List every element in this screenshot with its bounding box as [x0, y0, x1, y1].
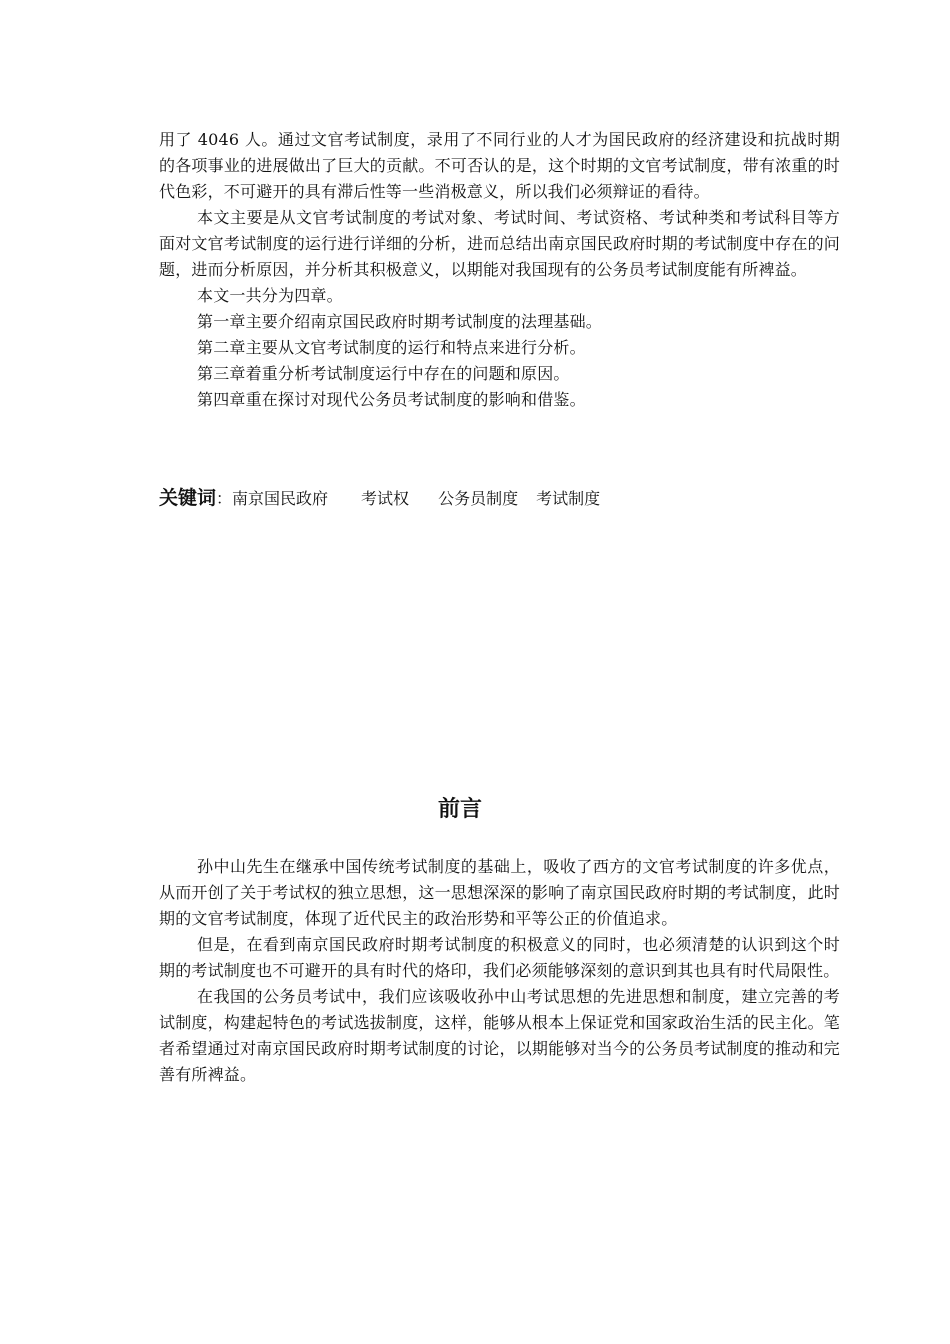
keyword: 考试制度: [536, 489, 601, 508]
keyword: 南京国民政府: [232, 489, 329, 508]
abstract-paragraph: 本文主要是从文官考试制度的考试对象、考试时间、考试资格、考试种类和考试科目等方面对文官考试制度的运行进行详细的分析，进而总结出南京国民政府时期的考试制度中存在的问题，进而分析原因，并分析其积极意义，以期能对我国现有的公务员考试制度能有所裨益。: [159, 208, 840, 279]
keywords-label: 关键词: [159, 487, 217, 509]
keyword: 考试权: [361, 489, 410, 508]
abstract-paragraph: 本文一共分为四章。: [197, 286, 343, 305]
chapter-summary: 第三章着重分析考试制度运行中存在的问题和原因。: [197, 364, 570, 383]
keywords-line: [159, 484, 840, 512]
keywords-separator: ：: [216, 489, 233, 508]
preface-section: [159, 854, 840, 1088]
keyword: 公务员制度: [438, 489, 519, 508]
preface-paragraph: 在我国的公务员考试中，我们应该吸收孙中山考试思想的先进思想和制度，建立完善的考试制度，构建起特色的考试选拔制度，这样，能够从根本上保证党和国家政治生活的民主化。笔者希望通过对南京国民政府时期考试制度的讨论，以期能够对当今的公务员考试制度的推动和完善有所裨益。: [159, 987, 840, 1084]
preface-paragraph: 孙中山先生在继承中国传统考试制度的基础上，吸收了西方的文官考试制度的许多优点，从而开创了关于考试权的独立思想，这一思想深深的影响了南京国民政府时期的考试制度，此时期的文官考试制度，体现了近代民主的政治形势和平等公正的价值追求。: [159, 857, 840, 928]
abstract-paragraph: 用了 4046 人。通过文官考试制度，录用了不同行业的人才为国民政府的经济建设和抗战时期的各项事业的进展做出了巨大的贡献。不可否认的是，这个时期的文官考试制度，带有浓重的时代色彩，不可避开的具有滞后性等一些消极意义，所以我们必须辩证的看待。: [159, 130, 840, 201]
chapter-summary: 第四章重在探讨对现代公务员考试制度的影响和借鉴。: [197, 390, 586, 409]
chapter-summary: 第二章主要从文官考试制度的运行和特点来进行分析。: [197, 338, 586, 357]
preface-paragraph: 但是，在看到南京国民政府时期考试制度的积极意义的同时，也必须清楚的认识到这个时期的考试制度也不可避开的具有时代的烙印，我们必须能够深刻的意识到其也具有时代局限性。: [159, 935, 840, 980]
preface-heading: 前言: [437, 797, 482, 822]
abstract-section: [159, 127, 840, 413]
chapter-summary: 第一章主要介绍南京国民政府时期考试制度的法理基础。: [197, 312, 603, 331]
